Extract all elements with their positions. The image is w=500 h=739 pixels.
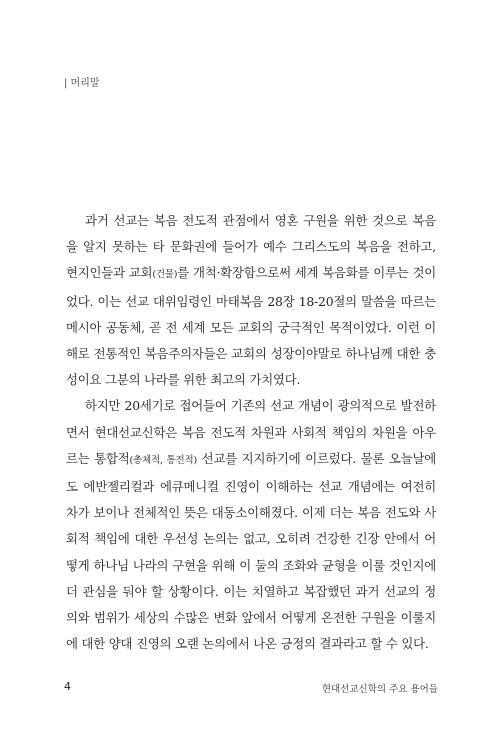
paragraph-2-part-a: 하지만 20세기로 접어들어 기존의 선교 개념이 광의적으로 발전하면서 현대선교신학은 복음 전도적 차원과 사회적 책임의 차원을 아우르는 통합적 bbox=[66, 398, 436, 466]
paragraph-2-part-b: 선교를 지지하기에 이르렀다. 물론 오늘날에도 에반젤리컬과 에큐메니컬 진영이 이해하는 선교 개념에는 여전히 차가 보이나 전체적인 뜻은 대동소이해졌다. 이제 더는 복음 전도와 사회적 책임에 대한 우선성 논의는 없고, 오히려 건강한 긴장 안에서 어떻게 하나님 나라의 구현을 위해 이 둘의 조화와 균형을 이룰 것인지에 더 관심을 둬야 할 상황이다. 이는 치열하고 복잡했던 과거 선교의 정의와 범위가 세상의 수많은 변화 앞에서 어떻게 온전한 구원을 이룰지에 대한 양대 진영의 오랜 논의에서 나온 긍정의 결과라고 할 수 있다. bbox=[66, 450, 437, 652]
running-header: | 머리말 bbox=[64, 78, 100, 89]
paragraph-2-annotation: (총체적, 통전적) bbox=[129, 454, 197, 466]
paragraph-1-annotation: (건물) bbox=[152, 269, 178, 281]
page-number: 4 bbox=[64, 680, 71, 693]
body-text bbox=[66, 208, 436, 657]
paragraph-1-part-a: 과거 선교는 복음 전도적 관점에서 영혼 구원을 위한 것으로 복음을 알지 못하는 타 문화권에 들어가 예수 그리스도의 복음을 전하고, 현지인들과 교회 bbox=[66, 213, 436, 281]
paragraph-2 bbox=[66, 393, 436, 657]
paragraph-1-part-b: 를 개척·확장함으로써 세계 복음화를 이루는 것이었다. 이는 선교 대위임령인 마태복음 28장 18-20절의 말씀을 따르는 메시아 공동체, 곧 전 세계 모든 교회의 궁극적인 목적이었다. 이런 이해로 전통적인 복음주의자들은 교회의 성장이야말로 하나님께 대한 충성이요 그분의 나라를 위한 최고의 가치였다. bbox=[66, 265, 436, 388]
paragraph-1 bbox=[66, 208, 436, 393]
book-title: 현대선교신학의 주요 용어들 bbox=[321, 684, 438, 695]
